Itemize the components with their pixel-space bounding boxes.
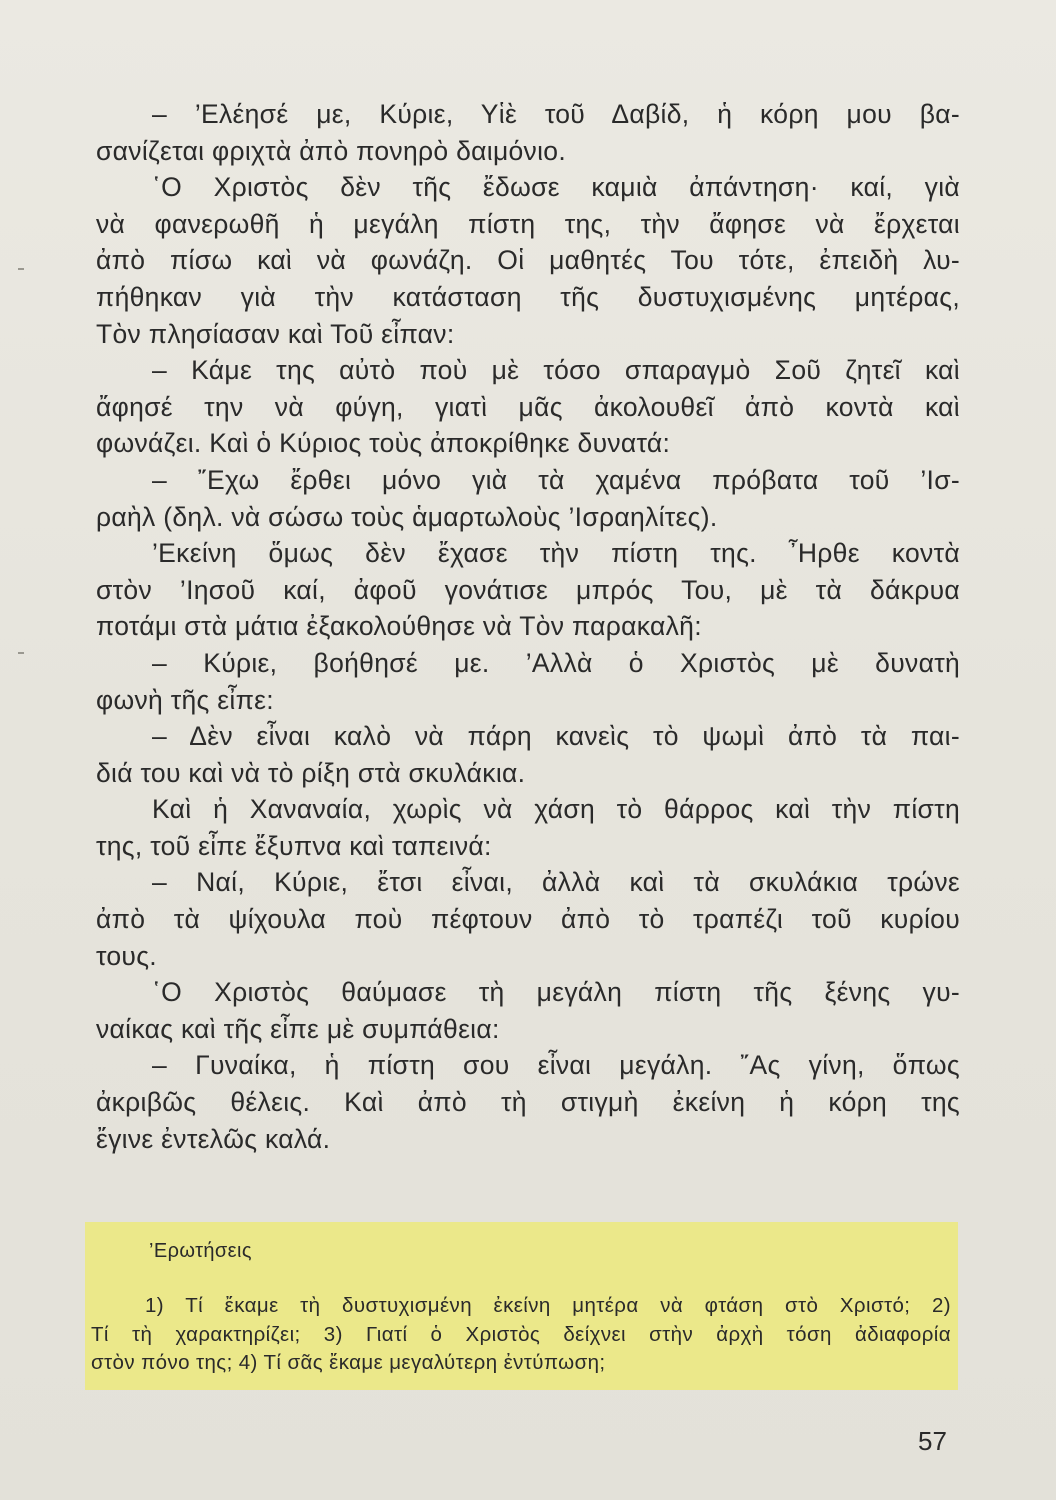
text-line: – Κάμε της αὐτὸ ποὺ μὲ τόσο σπαραγμὸ Σοῦ ζητεῖ καὶ — [152, 355, 960, 386]
text-line: ἀπὸ τὰ ψίχουλα ποὺ πέφτουν ἀπὸ τὸ τραπέζι τοῦ κυρίου — [96, 904, 960, 935]
text-line: ῾Ο Χριστὸς δὲν τῆς ἔδωσε καμιὰ ἀπάντηση· καί, γιὰ — [152, 172, 960, 203]
text-line: – Ναί, Κύριε, ἔτσι εἶναι, ἀλλὰ καὶ τὰ σκυλάκια τρώνε — [152, 867, 960, 898]
text-line: νὰ φανερωθῆ ἡ μεγάλη πίστη της, τὴν ἄφησε νὰ ἔρχεται — [96, 208, 960, 239]
text-line: ῾Ο Χριστὸς θαύμασε τὴ μεγάλη πίστη τῆς ξένης γυ- — [152, 977, 960, 1008]
text-line: ραὴλ (δηλ. νὰ σώσω τοὺς ἁμαρτωλοὺς ’Ισραηλίτες). — [96, 501, 718, 532]
text-line: φωνὴ τῆς εἶπε: — [96, 684, 274, 715]
text-line: τους. — [96, 940, 157, 971]
margin-mark — [18, 268, 24, 270]
text-line: πήθηκαν γιὰ τὴν κατάσταση τῆς δυστυχισμένης μητέρας, — [96, 281, 960, 312]
text-line: ἀπὸ πίσω καὶ νὰ φωνάζη. Οἱ μαθητές Του τότε, ἐπειδὴ λυ- — [96, 245, 960, 276]
questions-box — [85, 1222, 958, 1390]
questions-title: ’Ερωτήσεις — [149, 1240, 252, 1262]
text-line: σανίζεται φριχτὰ ἀπὸ πονηρὸ δαιμόνιο. — [96, 135, 566, 166]
text-line: ποτάμι στὰ μάτια ἐξακολούθησε νὰ Τὸν παρακαλῆ: — [96, 611, 702, 642]
question-line: 1) Τί ἔκαμε τὴ δυστυχισμένη ἐκείνη μητέρα νὰ φτάση στὸ Χριστό; 2) — [145, 1294, 951, 1317]
text-line: ’Εκείνη ὅμως δὲν ἔχασε τὴν πίστη της. ῏Ηρθε κοντὰ — [152, 538, 960, 569]
text-line: – ῎Εχω ἔρθει μόνο γιὰ τὰ χαμένα πρόβατα τοῦ ’Ισ- — [152, 464, 960, 495]
text-line: ἄφησέ την νὰ φύγη, γιατὶ μᾶς ἀκολουθεῖ ἀπὸ κοντὰ καὶ — [96, 391, 960, 422]
text-line: της, τοῦ εἶπε ἔξυπνα καὶ ταπεινά: — [96, 830, 492, 861]
text-line: ἔγινε ἐντελῶς καλά. — [96, 1123, 331, 1154]
margin-mark — [18, 652, 24, 654]
text-line: Τὸν πλησίασαν καὶ Τοῦ εἶπαν: — [96, 318, 455, 349]
text-line: Καὶ ἡ Χαναναία, χωρὶς νὰ χάση τὸ θάρρος καὶ τὴν πίστη — [152, 794, 960, 825]
text-line: – Γυναίκα, ἡ πίστη σου εἶναι μεγάλη. ῎Ας γίνη, ὅπως — [152, 1050, 960, 1081]
text-line: ἀκριβῶς θέλεις. Καὶ ἀπὸ τὴ στιγμὴ ἐκείνη ἡ κόρη της — [96, 1087, 960, 1118]
text-line: – Κύριε, βοήθησέ με. ’Αλλὰ ὁ Χριστὸς μὲ δυνατὴ — [152, 647, 960, 678]
question-line: Τί τὴ χαρακτηρίζει; 3) Γιατί ὁ Χριστὸς δείχνει στὴν ἀρχὴ τόση ἀδιαφορία — [91, 1322, 951, 1346]
text-line: ναίκας καὶ τῆς εἶπε μὲ συμπάθεια: — [96, 1013, 500, 1044]
text-line: φωνάζει. Καὶ ὁ Κύριος τοὺς ἀποκρίθηκε δυνατά: — [96, 428, 671, 459]
page-number: 57 — [918, 1426, 947, 1456]
body-text — [96, 96, 960, 1157]
text-line: στὸν ’Ιησοῦ καί, ἀφοῦ γονάτισε μπρός Του, μὲ τὰ δάκρυα — [96, 574, 960, 605]
text-line: – ’Ελέησέ με, Κύριε, Υἱὲ τοῦ Δαβίδ, ἡ κόρη μου βα- — [152, 99, 960, 129]
question-line: στὸν πόνο της; 4) Τί σᾶς ἔκαμε μεγαλύτερη ἐντύπωση; — [91, 1351, 606, 1374]
questions-text — [91, 1292, 951, 1378]
text-line: διά του καὶ νὰ τὸ ρίξη στὰ σκυλάκια. — [96, 757, 526, 788]
text-line: – Δὲν εἶναι καλὸ νὰ πάρη κανεὶς τὸ ψωμὶ ἀπὸ τὰ παι- — [152, 721, 960, 752]
